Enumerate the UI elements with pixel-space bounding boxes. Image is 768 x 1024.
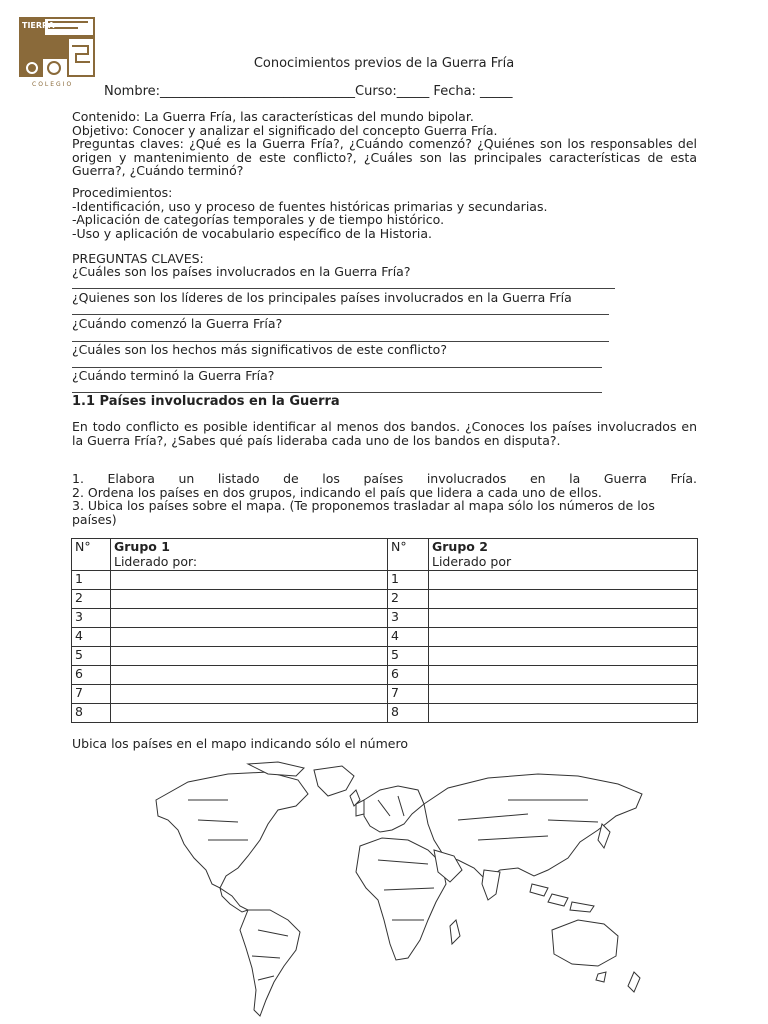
group-2-title: Grupo 2 <box>432 539 488 554</box>
question-3: ¿Cuándo comenzó la Guerra Fría? <box>72 316 283 331</box>
table-row <box>72 571 698 590</box>
group-2-cell[interactable] <box>429 590 698 609</box>
row-number: 2 <box>388 590 429 609</box>
row-number: 7 <box>388 685 429 704</box>
group-1-cell[interactable] <box>111 628 388 647</box>
groups-table <box>71 538 698 723</box>
logo-text-bottom: COLEGIO <box>32 81 74 88</box>
group-2-leader-label: Liderado por <box>432 554 512 569</box>
question-4: ¿Cuáles son los hechos más significativos de este conflicto? <box>72 342 447 357</box>
col-number-header: N° <box>388 539 429 571</box>
group-2-cell[interactable] <box>429 571 698 590</box>
table-row <box>72 647 698 666</box>
school-logo <box>18 16 100 88</box>
objetivo-text: Objetivo: Conocer y analizar el significado del concepto Guerra Fría. <box>72 122 498 138</box>
instruction-3: 3. Ubica los países sobre el mapa. (Te proponemos trasladar al mapa sólo los números de los países) <box>72 498 655 527</box>
procedimiento-item: -Aplicación de categorías temporales y de tiempo histórico. <box>72 212 445 228</box>
table-row <box>72 609 698 628</box>
row-number: 5 <box>72 647 111 666</box>
row-number: 6 <box>72 666 111 685</box>
table-row <box>72 590 698 609</box>
row-number: 4 <box>388 628 429 647</box>
map-caption: Ubica los países en el mapo indicando sólo el número <box>72 736 408 751</box>
instruction-1: 1. Elabora un listado de los países involucrados en la Guerra Fría. <box>72 471 697 486</box>
group-1-cell[interactable] <box>111 685 388 704</box>
group-1-cell[interactable] <box>111 609 388 628</box>
group-1-cell[interactable] <box>111 590 388 609</box>
row-number: 1 <box>72 571 111 590</box>
group-1-cell[interactable] <box>111 571 388 590</box>
question-2: ¿Quienes son los líderes de los principales países involucrados en la Guerra Fría <box>72 290 572 305</box>
preguntas-claves-intro: Preguntas claves: ¿Qué es la Guerra Fría?, ¿Cuándo comenzó? ¿Quiénes son los responsables del origen y mantenimiento de este conflicto?, ¿Cuáles son las principales características de esta Guerra?, ¿Cuándo terminó? <box>72 136 697 179</box>
table-row <box>72 628 698 647</box>
procedimiento-item: -Uso y aplicación de vocabulario específico de la Historia. <box>72 225 432 241</box>
group-2-cell[interactable] <box>429 628 698 647</box>
row-number: 5 <box>388 647 429 666</box>
row-number: 8 <box>72 704 111 723</box>
answer-line-1[interactable] <box>72 288 615 289</box>
procedimientos-title: Procedimientos: <box>72 185 173 200</box>
table-row <box>72 685 698 704</box>
col-number-header: N° <box>72 539 111 571</box>
section-heading: 1.1 Países involucrados en la Guerra <box>72 394 340 409</box>
procedimiento-item: -Identificación, uso y proceso de fuentes históricas primarias y secundarias. <box>72 198 548 214</box>
answer-line-5[interactable] <box>72 392 602 393</box>
world-map-icon[interactable] <box>128 760 658 1022</box>
group-1-cell[interactable] <box>111 647 388 666</box>
name-course-date-line[interactable]: Nombre:______________________________Curso:_____ Fecha: _____ <box>104 84 513 99</box>
row-number: 4 <box>72 628 111 647</box>
row-number: 7 <box>72 685 111 704</box>
page-title: Conocimientos previos de la Guerra Fría <box>253 56 515 71</box>
group-2-cell[interactable] <box>429 647 698 666</box>
row-number: 8 <box>388 704 429 723</box>
instructions-block <box>72 472 697 526</box>
table-row <box>72 666 698 685</box>
group-1-header <box>111 539 388 571</box>
table-header-row <box>72 539 698 571</box>
row-number: 6 <box>388 666 429 685</box>
row-number: 1 <box>388 571 429 590</box>
procedimientos-block <box>72 186 697 240</box>
group-2-cell[interactable] <box>429 685 698 704</box>
group-2-cell[interactable] <box>429 704 698 723</box>
row-number: 3 <box>388 609 429 628</box>
contenido-text: Contenido: La Guerra Fría, las características del mundo bipolar. <box>72 109 474 124</box>
section-paragraph: En todo conflicto es posible identificar al menos dos bandos. ¿Conoces los países involucrados en la Guerra Fría?, ¿Sabes qué país lideraba cada uno de los bandos en disputa?. <box>72 419 697 448</box>
logo-text-top: TIERRA <box>22 21 55 30</box>
question-1: ¿Cuáles son los países involucrados en la Guerra Fría? <box>72 264 411 279</box>
group-1-cell[interactable] <box>111 666 388 685</box>
row-number: 2 <box>72 590 111 609</box>
question-5: ¿Cuándo terminó la Guerra Fría? <box>72 368 275 383</box>
answer-line-2[interactable] <box>72 314 609 315</box>
instruction-2: 2. Ordena los países en dos grupos, indicando el país que lidera a cada uno de ellos. <box>72 484 602 500</box>
table-row <box>72 704 698 723</box>
group-1-cell[interactable] <box>111 704 388 723</box>
preguntas-claves-title: PREGUNTAS CLAVES: <box>72 251 204 266</box>
group-2-cell[interactable] <box>429 609 698 628</box>
group-1-leader-label: Liderado por: <box>114 554 198 569</box>
intro-block <box>72 110 697 178</box>
group-2-cell[interactable] <box>429 666 698 685</box>
group-1-title: Grupo 1 <box>114 539 170 554</box>
row-number: 3 <box>72 609 111 628</box>
group-2-header <box>429 539 698 571</box>
